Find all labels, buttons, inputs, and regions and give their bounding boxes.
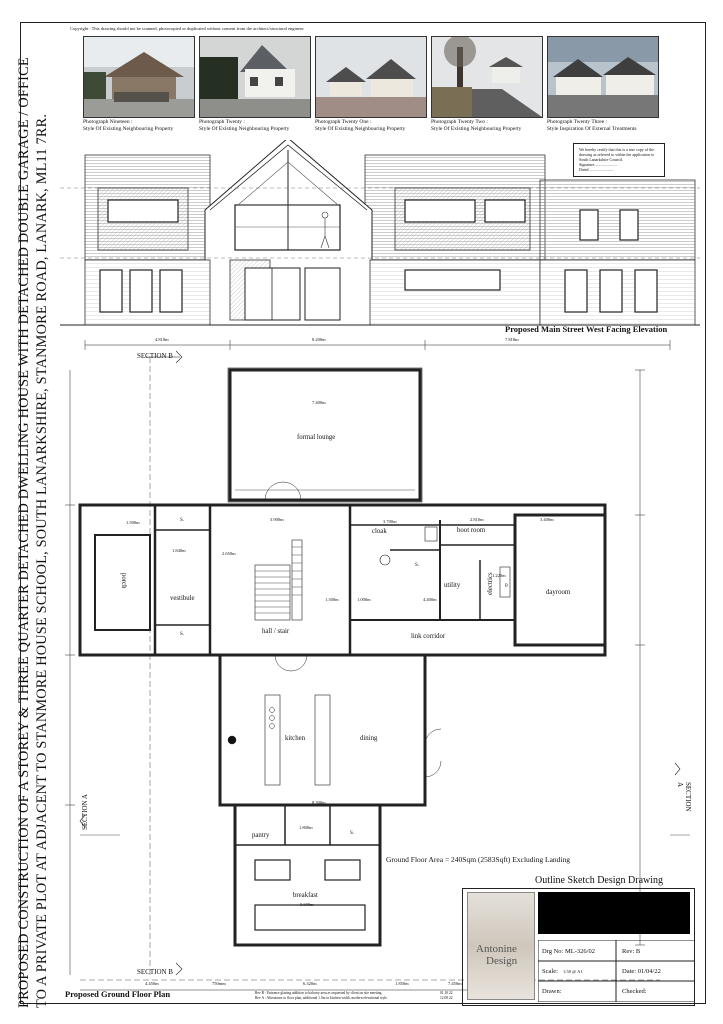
room-electrics: electrics bbox=[487, 572, 494, 595]
plan-title: Proposed Ground Floor Plan bbox=[65, 989, 171, 999]
room-dining: dining bbox=[360, 735, 378, 742]
outline-sketch-label: Outline Sketch Design Drawing bbox=[535, 875, 664, 886]
revision-notes bbox=[255, 991, 388, 1000]
revision-b: Rev B : Entrance glazing addition to balcony area as requested by client on site meeting. bbox=[255, 991, 383, 995]
floor-area-note: Ground Floor Area = 240Sqm (2583Sqft) Excluding Landing bbox=[386, 855, 571, 864]
photo-title: Photograph Twenty Three : bbox=[547, 119, 608, 125]
photo-caption: Style Of Existing Neighbouring Property bbox=[83, 125, 174, 132]
dim-label: 1.300m bbox=[325, 597, 339, 602]
dim-label: 2.650m bbox=[222, 551, 236, 556]
certify-text: We hereby certify that this is a true copy of the drawing as referred to within the application to South Lanarkshire Council. bbox=[579, 147, 655, 162]
photo-caption-21 bbox=[315, 119, 433, 132]
photo-caption-23 bbox=[547, 119, 665, 132]
photo-twenty-three bbox=[547, 36, 659, 118]
photo-title: Photograph Twenty : bbox=[199, 119, 245, 125]
dim-label: 4.450m bbox=[145, 981, 159, 986]
dim-label: 8.200m bbox=[312, 337, 326, 342]
drawing-number: Drg No: ML-326/02 bbox=[542, 948, 595, 955]
certify-dated: Dated ........................ bbox=[579, 167, 614, 172]
dim-label: 6.320m bbox=[303, 981, 317, 986]
date-label: Date: 01/04/22 bbox=[622, 968, 661, 975]
certify-signature: Signature....................... bbox=[579, 162, 618, 167]
scale-value: 1:50 @ A1 bbox=[563, 969, 583, 974]
dim-label: 8.300m bbox=[312, 800, 326, 805]
dim-label: 3.400m bbox=[540, 517, 554, 522]
section-a-left-label: SECTION A bbox=[81, 794, 89, 830]
room-store-2: S. bbox=[180, 632, 185, 637]
room-link-corridor: link corridor bbox=[411, 633, 446, 640]
room-plant: P. bbox=[505, 584, 509, 589]
photo-caption-19 bbox=[83, 119, 201, 132]
section-b-bottom-label: SECTION B bbox=[137, 968, 173, 976]
photo-twenty bbox=[199, 36, 311, 118]
title-line-2: TO A PRIVATE PLOT AT ADJACENT TO STANMORE HOUSE SCHOOL, SOUTH LANARKSHIRE, STANMORE ROAD, LANARK, ML11 7RR. bbox=[34, 113, 50, 1008]
room-hall-stair: hall / stair bbox=[262, 628, 290, 635]
photo-caption: Style Of Existing Neighbouring Property bbox=[431, 125, 522, 132]
photo-twenty-one bbox=[315, 36, 427, 118]
photo-title: Photograph Nineteen : bbox=[83, 119, 133, 125]
revision-a-date: 12.09.22 bbox=[440, 995, 453, 1000]
section-a-right-label: SECTION A bbox=[676, 782, 692, 812]
dim-label: 1.850m bbox=[395, 981, 409, 986]
photo-caption: Style Of Existing Neighbouring Property bbox=[199, 125, 290, 132]
dim-label: 7.818m bbox=[505, 337, 519, 342]
section-b-top-label: SECTION B bbox=[137, 352, 173, 360]
dim-label: 4.818m bbox=[155, 337, 169, 342]
photo-title: Photograph Twenty One : bbox=[315, 119, 372, 125]
copyright-note: Copyright : This drawing should not be scanned, photocopied or duplicated without consent from the architect/structural engineer. bbox=[70, 26, 305, 31]
photo-twenty-two bbox=[431, 36, 543, 118]
room-store-3: S. bbox=[415, 563, 420, 568]
checked-label: Checked: bbox=[622, 988, 647, 995]
logo-line-2: Design bbox=[486, 955, 518, 967]
room-utility: utility bbox=[444, 582, 461, 589]
dim-label: 3.900m bbox=[270, 517, 284, 522]
scale-label: Scale: bbox=[542, 968, 558, 975]
revision-b-date: 01.10.22 bbox=[440, 991, 453, 995]
photo-caption-22 bbox=[431, 119, 549, 132]
dim-label: 5.600m bbox=[300, 902, 314, 907]
vertical-title bbox=[0, 8, 50, 1008]
drawn-label: Drawn: bbox=[542, 988, 562, 995]
dim-label: 1.000m bbox=[357, 597, 371, 602]
dim-label: 3.700m bbox=[383, 519, 397, 524]
room-breakfast: breakfast bbox=[293, 892, 318, 899]
room-kitchen: kitchen bbox=[285, 735, 306, 742]
photo-caption: Style Inspiration Of External Treatments bbox=[547, 125, 637, 132]
dim-label: 2.810m bbox=[470, 517, 484, 522]
revision-dates bbox=[440, 991, 453, 1000]
revision-a: Rev A : Alterations to floor plan, additional 1.5m to kitchen width, modern elevational style. bbox=[255, 995, 388, 1000]
dim-label: 750mm bbox=[212, 981, 226, 986]
dim-label: 7.450m bbox=[448, 981, 462, 986]
photo-caption: Style Of Existing Neighbouring Property bbox=[315, 125, 406, 132]
photo-nineteen bbox=[83, 36, 195, 118]
room-store-4: S. bbox=[350, 831, 355, 836]
dim-label: 7.400m bbox=[312, 400, 326, 405]
title-line-1: PROPOSED CONSTRUCTION OF A STOREY & THREE QUARTER DETACHED DWELLING HOUSE WITH DETACHED DOUBLE GARAGE / OFFICE bbox=[16, 57, 32, 1008]
dim-label: 1.220m bbox=[492, 573, 506, 578]
room-formal-lounge: formal lounge bbox=[297, 434, 336, 441]
room-dayroom: dayroom bbox=[546, 589, 571, 596]
room-cloak: cloak bbox=[372, 528, 387, 535]
dim-label: 1.500m bbox=[126, 520, 140, 525]
dim-label: 4.400m bbox=[423, 597, 437, 602]
west-elevation-drawing bbox=[60, 140, 700, 330]
room-boot-room: boot room bbox=[457, 527, 486, 534]
elevation-title: Proposed Main Street West Facing Elevation bbox=[505, 324, 668, 334]
redacted-block bbox=[538, 892, 690, 934]
photo-title: Photograph Twenty Two : bbox=[431, 119, 488, 125]
antonine-design-logo bbox=[467, 892, 535, 1000]
room-pantry: pantry bbox=[252, 832, 270, 839]
dim-label: 1.800m bbox=[299, 825, 313, 830]
logo-line-1: Antonine bbox=[476, 943, 517, 955]
room-porch: porch bbox=[120, 573, 127, 589]
photo-caption-20 bbox=[199, 119, 317, 132]
revision-label: Rev: B bbox=[622, 948, 641, 955]
room-vestibule: vestibule bbox=[170, 595, 195, 602]
room-store-1: S. bbox=[180, 518, 185, 523]
dim-label: 1.840m bbox=[172, 548, 186, 553]
